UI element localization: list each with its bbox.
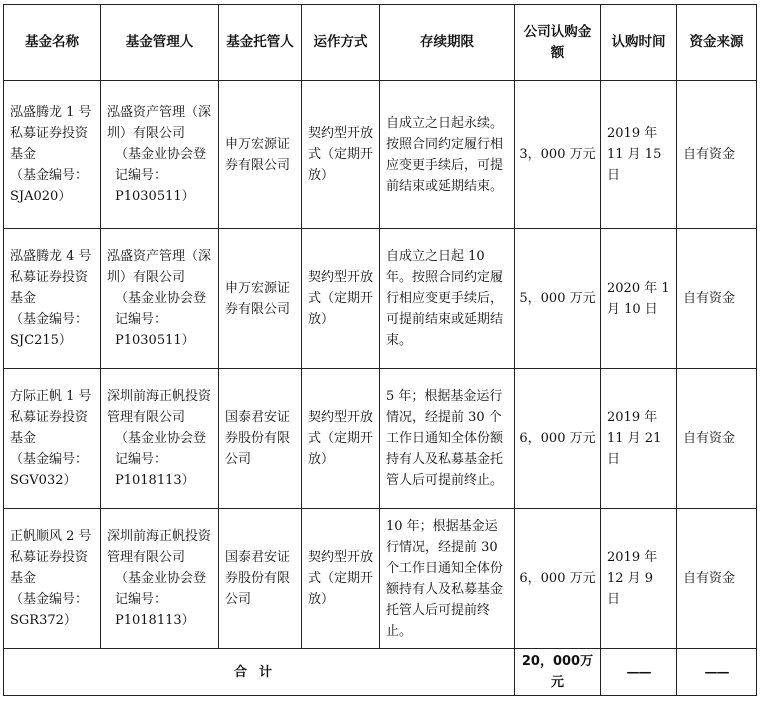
table-row: [4, 229, 757, 369]
fund-name: 正帆顺风 2 号私募证券投资基金: [10, 529, 92, 586]
fund-name: 泓盛腾龙 1 号私募证券投资基金: [10, 105, 92, 162]
fund-code: （基金编号：SJC215）: [10, 312, 89, 348]
source-cell: 自有资金: [677, 229, 757, 369]
fund-code: （基金编号：SGR372）: [10, 592, 89, 628]
manager-registration: （基金业协会登记编号：P1030511）: [115, 291, 207, 348]
total-amount: 20，000万元: [515, 649, 601, 696]
time-cell: 2019 年 11 月 21 日: [601, 369, 677, 509]
amount-cell: 5，000 万元: [515, 229, 601, 369]
custodian-cell: 国泰君安证券股份有限公司: [219, 369, 302, 509]
fund-name-cell: [4, 369, 101, 509]
manager-cell: [101, 81, 219, 229]
header-fund-source: 资金来源: [677, 5, 757, 81]
fund-name-cell: [4, 81, 101, 229]
fund-code: （基金编号：SGV032）: [10, 452, 89, 488]
operation-mode-cell: 契约型开放式（定期开放）: [302, 81, 380, 229]
operation-mode-cell: 契约型开放式（定期开放）: [302, 229, 380, 369]
operation-mode-cell: 契约型开放式（定期开放）: [302, 369, 380, 509]
header-row: [4, 5, 757, 81]
source-cell: 自有资金: [677, 81, 757, 229]
amount-cell: 6，000 万元: [515, 509, 601, 649]
custodian-cell: 申万宏源证券有限公司: [219, 229, 302, 369]
header-manager: 基金管理人: [101, 5, 219, 81]
term-cell: 5 年；根据基金运行情况，经提前 30 个工作日通知全体份额持有人及私募基金托管人后可提前终止。: [380, 369, 515, 509]
manager-cell: [101, 369, 219, 509]
amount-cell: 6，000 万元: [515, 369, 601, 509]
time-cell: 2020 年 1 月 10 日: [601, 229, 677, 369]
source-cell: 自有资金: [677, 509, 757, 649]
manager-name: 深圳前海正帆投资管理有限公司: [107, 389, 212, 425]
manager-cell: [101, 229, 219, 369]
total-label: 合计: [4, 649, 515, 696]
time-cell: 2019 年 12 月 9 日: [601, 509, 677, 649]
header-custodian: 基金托管人: [219, 5, 302, 81]
term-cell: 自成立之日起永续。按照合同约定履行相应变更手续后，可提前结束或延期结束。: [380, 81, 515, 229]
manager-name: 深圳前海正帆投资管理有限公司: [107, 529, 212, 565]
header-subscription-time: 认购时间: [601, 5, 677, 81]
manager-name: 泓盛资产管理（深圳）有限公司: [107, 105, 212, 141]
fund-name: 泓盛腾龙 4 号私募证券投资基金: [10, 249, 92, 306]
source-cell: 自有资金: [677, 369, 757, 509]
table-row: [4, 509, 757, 649]
manager-name: 泓盛资产管理（深圳）有限公司: [107, 249, 212, 285]
manager-cell: [101, 509, 219, 649]
total-source-dash: ——: [677, 649, 757, 696]
fund-name-cell: [4, 229, 101, 369]
header-fund-name: 基金名称: [4, 5, 101, 81]
fund-subscription-table: [3, 4, 757, 696]
manager-registration: （基金业协会登记编号：P1018113）: [115, 571, 207, 628]
manager-registration: （基金业协会登记编号：P1018113）: [115, 431, 207, 488]
total-time-dash: ——: [601, 649, 677, 696]
custodian-cell: 申万宏源证券有限公司: [219, 81, 302, 229]
term-cell: 自成立之日起 10 年。按照合同约定履行相应变更手续后，可提前结束或延期结束。: [380, 229, 515, 369]
custodian-cell: 国泰君安证券股份有限公司: [219, 509, 302, 649]
fund-code: （基金编号：SJA020）: [10, 168, 89, 204]
header-operation-mode: 运作方式: [302, 5, 380, 81]
table-row: [4, 369, 757, 509]
fund-name: 方际正帆 1 号私募证券投资基金: [10, 389, 92, 446]
fund-name-cell: [4, 509, 101, 649]
manager-registration: （基金业协会登记编号：P1030511）: [115, 147, 207, 204]
term-cell: 10 年；根据基金运行情况，经提前 30 个工作日通知全体份额持有人及私募基金托管人后可提前终止。: [380, 509, 515, 649]
amount-cell: 3，000 万元: [515, 81, 601, 229]
time-cell: 2019 年 11 月 15 日: [601, 81, 677, 229]
operation-mode-cell: 契约型开放式（定期开放）: [302, 509, 380, 649]
header-amount: 公司认购金额: [515, 5, 601, 81]
total-row: [4, 649, 757, 696]
header-term: 存续期限: [380, 5, 515, 81]
table-row: [4, 81, 757, 229]
